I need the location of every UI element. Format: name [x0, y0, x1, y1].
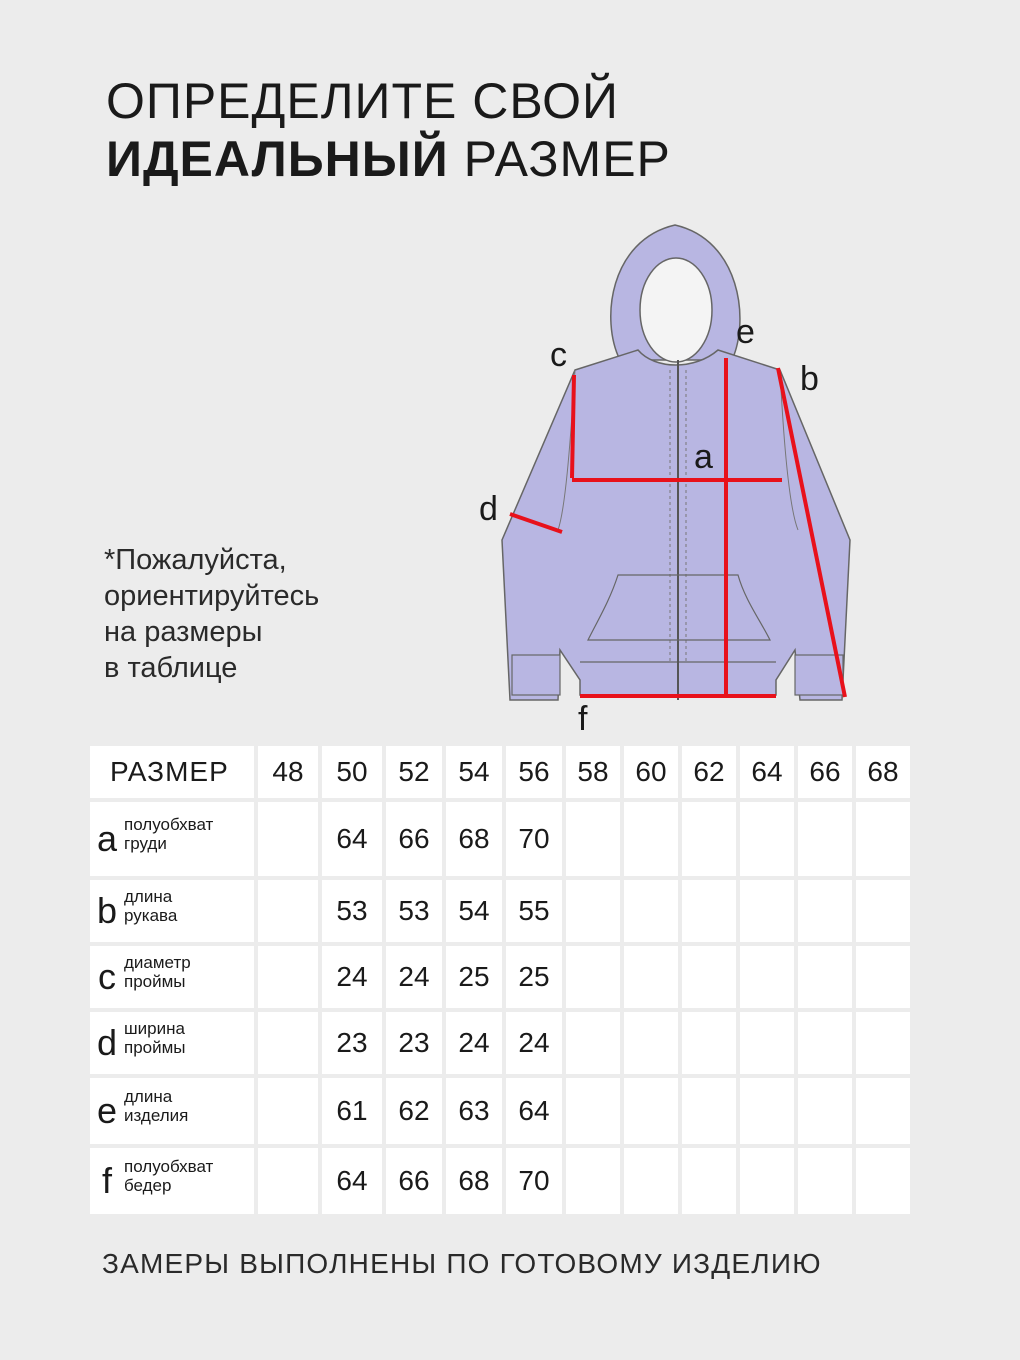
value-cell: 25 — [446, 946, 502, 1008]
value-cell: 53 — [386, 880, 442, 942]
value-cell: 61 — [322, 1078, 382, 1144]
value-cell — [798, 1012, 852, 1074]
value-cell — [856, 1148, 910, 1214]
title-rest-word: РАЗМЕР — [463, 131, 671, 187]
size-header-label: РАЗМЕР — [110, 756, 229, 787]
measurement-name-line: рукава — [124, 906, 178, 925]
measurement-label-cell — [90, 802, 254, 876]
value-cell — [740, 946, 794, 1008]
measurement-name-line: полуобхват — [124, 1157, 214, 1176]
hoodie-body — [502, 350, 850, 700]
value-cell — [856, 1012, 910, 1074]
hoodie-diagram — [470, 210, 860, 740]
measurement-name-line: бедер — [124, 1176, 172, 1195]
table-header-row — [90, 746, 910, 798]
value-cell: 25 — [506, 946, 562, 1008]
measurement-label — [90, 1019, 254, 1063]
value-cell: 62 — [386, 1078, 442, 1144]
value-cell — [682, 1078, 736, 1144]
size-column-header: 64 — [740, 746, 794, 798]
value-cell: 64 — [322, 802, 382, 876]
measurement-label-cell — [90, 1148, 254, 1214]
value-cell — [566, 880, 620, 942]
value-cell — [682, 1148, 736, 1214]
value-cell — [566, 1078, 620, 1144]
value-cell: 64 — [322, 1148, 382, 1214]
value-cell — [566, 946, 620, 1008]
value-cell — [682, 1012, 736, 1074]
size-column-header: 62 — [682, 746, 736, 798]
measurement-letter: d — [96, 1022, 118, 1063]
value-cell — [798, 880, 852, 942]
note-line: ориентируйтесь — [104, 580, 320, 612]
value-cell — [682, 946, 736, 1008]
measurement-name — [124, 1019, 186, 1057]
size-column-header: 52 — [386, 746, 442, 798]
size-column-header: 68 — [856, 746, 910, 798]
value-cell — [624, 802, 678, 876]
value-cell — [258, 946, 318, 1008]
value-cell: 55 — [506, 880, 562, 942]
table-row — [90, 946, 910, 1008]
measurement-letter: f — [101, 1160, 112, 1201]
label-a: a — [694, 438, 713, 476]
measurement-name-line: проймы — [124, 1038, 186, 1057]
table-row — [90, 1012, 910, 1074]
measurement-name-line: груди — [124, 834, 167, 853]
value-cell — [624, 880, 678, 942]
measurement-name-line: диаметр — [124, 953, 191, 972]
measurement-name-line: длина — [124, 1087, 173, 1106]
measurement-label — [90, 1087, 254, 1131]
measurement-name-line: проймы — [124, 972, 186, 991]
value-cell — [740, 802, 794, 876]
value-cell: 24 — [322, 946, 382, 1008]
value-cell — [566, 1148, 620, 1214]
title-bold-word: ИДЕАЛЬНЫЙ — [106, 131, 449, 187]
measurement-label-cell — [90, 946, 254, 1008]
value-cell — [798, 946, 852, 1008]
value-cell — [798, 802, 852, 876]
size-column-header: 50 — [322, 746, 382, 798]
value-cell — [740, 1148, 794, 1214]
value-cell: 66 — [386, 1148, 442, 1214]
value-cell: 24 — [506, 1012, 562, 1074]
measurement-name — [124, 1087, 188, 1125]
measurement-letter: a — [96, 818, 118, 859]
value-cell — [258, 1078, 318, 1144]
value-cell: 68 — [446, 802, 502, 876]
size-column-header: 56 — [506, 746, 562, 798]
value-cell — [258, 1012, 318, 1074]
hood-opening — [640, 258, 712, 362]
measurement-label-cell — [90, 880, 254, 942]
value-cell — [856, 802, 910, 876]
value-cell: 68 — [446, 1148, 502, 1214]
value-cell: 23 — [322, 1012, 382, 1074]
measurement-letter: c — [98, 956, 116, 997]
measurement-label — [90, 815, 254, 859]
footer-note: ЗАМЕРЫ ВЫПОЛНЕНЫ ПО ГОТОВОМУ ИЗДЕЛИЮ — [102, 1248, 822, 1279]
value-cell — [740, 880, 794, 942]
size-header-cell — [90, 746, 254, 798]
label-f: f — [578, 700, 588, 738]
measurement-label-cell — [90, 1078, 254, 1144]
title-line-2 — [106, 130, 671, 188]
size-note — [104, 542, 319, 686]
value-cell — [624, 1148, 678, 1214]
left-cuff — [512, 655, 560, 695]
size-column-header: 58 — [566, 746, 620, 798]
value-cell — [624, 1012, 678, 1074]
value-cell: 24 — [446, 1012, 502, 1074]
value-cell: 63 — [446, 1078, 502, 1144]
value-cell: 54 — [446, 880, 502, 942]
measurement-name-line: изделия — [124, 1106, 189, 1125]
measurement-letter: b — [96, 890, 118, 931]
label-c: c — [550, 336, 567, 374]
value-cell — [624, 1078, 678, 1144]
value-cell — [798, 1078, 852, 1144]
measurement-name-line: ширина — [124, 1019, 185, 1038]
hoodie-icon — [470, 210, 860, 740]
value-cell: 70 — [506, 802, 562, 876]
label-d: d — [479, 490, 498, 528]
value-cell: 23 — [386, 1012, 442, 1074]
measurement-label — [90, 887, 254, 931]
value-cell — [856, 1078, 910, 1144]
measurement-name — [124, 815, 213, 853]
measurement-name-line: полуобхват — [124, 815, 214, 834]
value-cell — [258, 1148, 318, 1214]
value-cell — [682, 802, 736, 876]
size-column-header: 60 — [624, 746, 678, 798]
size-column-header: 66 — [798, 746, 852, 798]
value-cell — [258, 802, 318, 876]
value-cell — [740, 1012, 794, 1074]
value-cell: 66 — [386, 802, 442, 876]
value-cell — [856, 946, 910, 1008]
measurement-name — [124, 1157, 213, 1195]
value-cell — [798, 1148, 852, 1214]
label-b: b — [800, 360, 819, 398]
table-row — [90, 1078, 910, 1144]
measure-c-line — [572, 375, 574, 478]
label-e: e — [736, 313, 755, 351]
measurement-letter: e — [96, 1090, 118, 1131]
value-cell: 53 — [322, 880, 382, 942]
measurement-name-line: длина — [124, 887, 173, 906]
value-cell — [856, 880, 910, 942]
note-line: в таблице — [104, 652, 238, 684]
measurement-label — [90, 1157, 254, 1201]
note-line: *Пожалуйста, — [104, 544, 287, 576]
note-line: на размеры — [104, 616, 263, 648]
table-row — [90, 802, 910, 876]
value-cell: 70 — [506, 1148, 562, 1214]
table-row — [90, 880, 910, 942]
size-column-header: 54 — [446, 746, 502, 798]
measurement-label-cell — [90, 1012, 254, 1074]
measurement-name — [124, 887, 177, 925]
value-cell — [740, 1078, 794, 1144]
value-cell — [258, 880, 318, 942]
value-cell: 64 — [506, 1078, 562, 1144]
size-column-header: 48 — [258, 746, 318, 798]
measurement-name — [124, 953, 191, 991]
value-cell — [566, 802, 620, 876]
value-cell — [624, 946, 678, 1008]
value-cell: 24 — [386, 946, 442, 1008]
page-title — [106, 72, 671, 188]
table-row — [90, 1148, 910, 1214]
title-line-1: ОПРЕДЕЛИТЕ СВОЙ — [106, 73, 619, 129]
value-cell — [566, 1012, 620, 1074]
size-table — [86, 742, 914, 1218]
value-cell — [682, 880, 736, 942]
measurement-label — [90, 953, 254, 997]
